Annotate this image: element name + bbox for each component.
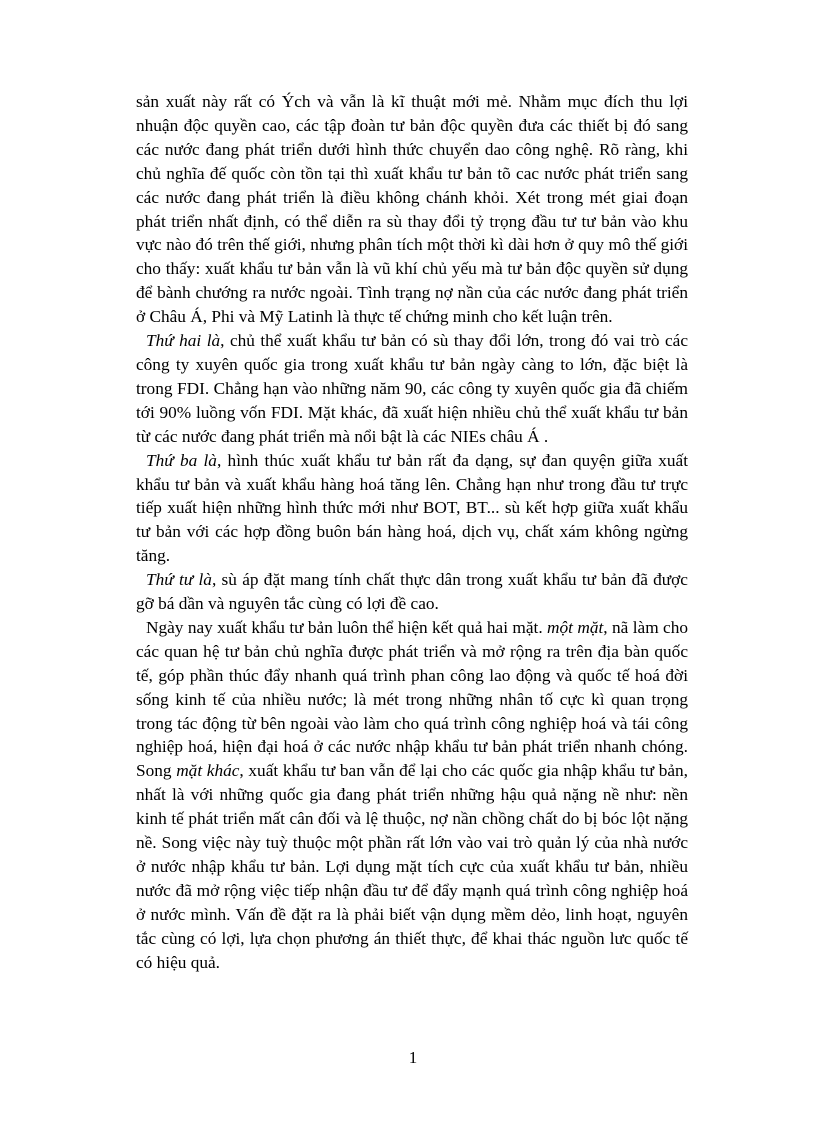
paragraph-lead: Thứ ba là: [146, 450, 217, 470]
closing-paragraph: [136, 616, 688, 975]
paragraph-text: Ngày nay xuất khẩu tư bản luôn thể hiện kết quả hai mặt.: [146, 617, 548, 637]
paragraph-lead: Thứ tư là: [146, 570, 212, 590]
paragraph-lead: Thứ hai là: [146, 331, 221, 351]
body-paragraph: [136, 568, 688, 616]
paragraph-text: , nã làm cho các quan hệ tư bản chủ nghĩa được phát triển và mở rộng ra trên địa bàn quốc tế, góp phần thúc đẩy nhanh quá trình phan công lao động và quốc tế hoá đời sống kinh tế của nhiều nước; là mét trong những nhân tố cực kì quan trọng trong tác động từ bên ngoài vào làm cho quá trình công nghiệp hoá và tái công nghiệp hoá, hiện đại hoá ở các nước nhập khẩu tư bản phát triển nhanh chóng. Song: [136, 617, 688, 781]
paragraph-text: , xuất khẩu tư ban vẫn để lại cho các quốc gia nhập khẩu tư bản, nhất là với những quốc gia đang phát triển những hậu quả nặng nề như: nền kinh tế phát triển mất cân đối và lệ thuộc, nợ nần chồng chất do bị bóc lột nặng nề. Song việc này tuỳ thuộc một phần rất lớn vào vai trò quản lý của nhà nước ở nước nhập khẩu tư bản. Lợi dụng mặt tích cực của xuất khẩu tư bản, nhiều nước đã mở rộng việc tiếp nhận đầu tư để đẩy mạnh quá trình công nghiệp hoá ở nước mình. Vấn đề đặt ra là phải biết vận dụng mềm dẻo, linh hoạt, nguyên tắc cùng có lợi, lựa chọn phương án thiết thực, để khai thác nguồn lưc quốc tế có hiệu quả.: [136, 761, 688, 972]
paragraph-text: , hình thúc xuất khẩu tư bản rất đa dạng, sự đan quyện giữa xuất khẩu tư bản và xuất khẩu hàng hoá tăng lên. Chẳng hạn như trong đầu tư trực tiếp xuất hiện những hình thức mới như BOT, BT... sù kết hợp giữa xuất khẩu tư bản với các hợp đồng buôn bán hàng hoá, dịch vụ, chất xám không ngừng tăng.: [136, 450, 688, 566]
body-paragraph: [136, 449, 688, 569]
paragraph-text: , chủ thể xuất khẩu tư bản có sù thay đổi lớn, trong đó vai trò các công ty xuyên quốc gia trong xuất khẩu tư bản ngày càng to lớn, đặc biệt là trong FDI. Chẳng hạn vào những năm 90, các công ty xuyên quốc gia đã chiếm tới 90% luồng vốn FDI. Mặt khác, đã xuất hiện nhiều chủ thể xuất khẩu tư bản từ các nước đang phát triển mà nổi bật là các NIEs châu Á .: [136, 331, 689, 446]
page-number: 1: [408, 1048, 418, 1067]
body-paragraph: [136, 329, 688, 449]
italic-phrase: một mặt: [547, 617, 604, 637]
page-body: [136, 90, 688, 975]
italic-phrase: mặt khác: [176, 761, 240, 781]
paragraph-text: sản xuất này rất có Ých và vẫn là kĩ thuật mới mẻ. Nhằm mục đích thu lợi nhuận độc quyền cao, các tập đoàn tư bản độc quyền đưa các thiết bị đó sang các nước đang phát triển dưới hình thức chuyển dao công nghệ. Rõ ràng, khi chủ nghĩa đế quốc còn tồn tại thì xuất khẩu tư bản tõ cac nước phát triển sang các nước đang phát triển là điều không chánh khỏi. Xét trong mét giai đoạn phát triển nhất định, có thể diễn ra sù thay đổi tỷ trọng đầu tư tư bản vào khu vực nào đó trên thế giới, nhưng phân tích một thời kì dài hơn ở quy mô thế giới cho thấy: xuất khẩu tư bản vẫn là vũ khí chủ yếu mà tư bản độc quyền sử dụng để bành chướng ra nước ngoài. Tình trạng nợ nần của các nước đang phát triển ở Châu Á, Phi và Mỹ Latinh là thực tế chứng minh cho kết luận trên.: [136, 92, 688, 327]
body-paragraph: [136, 90, 688, 329]
paragraph-text: , sù áp đặt mang tính chất thực dân trong xuất khẩu tư bản đã được gỡ bá dần và nguyên tắc cùng có lợi đề cao.: [136, 570, 688, 614]
